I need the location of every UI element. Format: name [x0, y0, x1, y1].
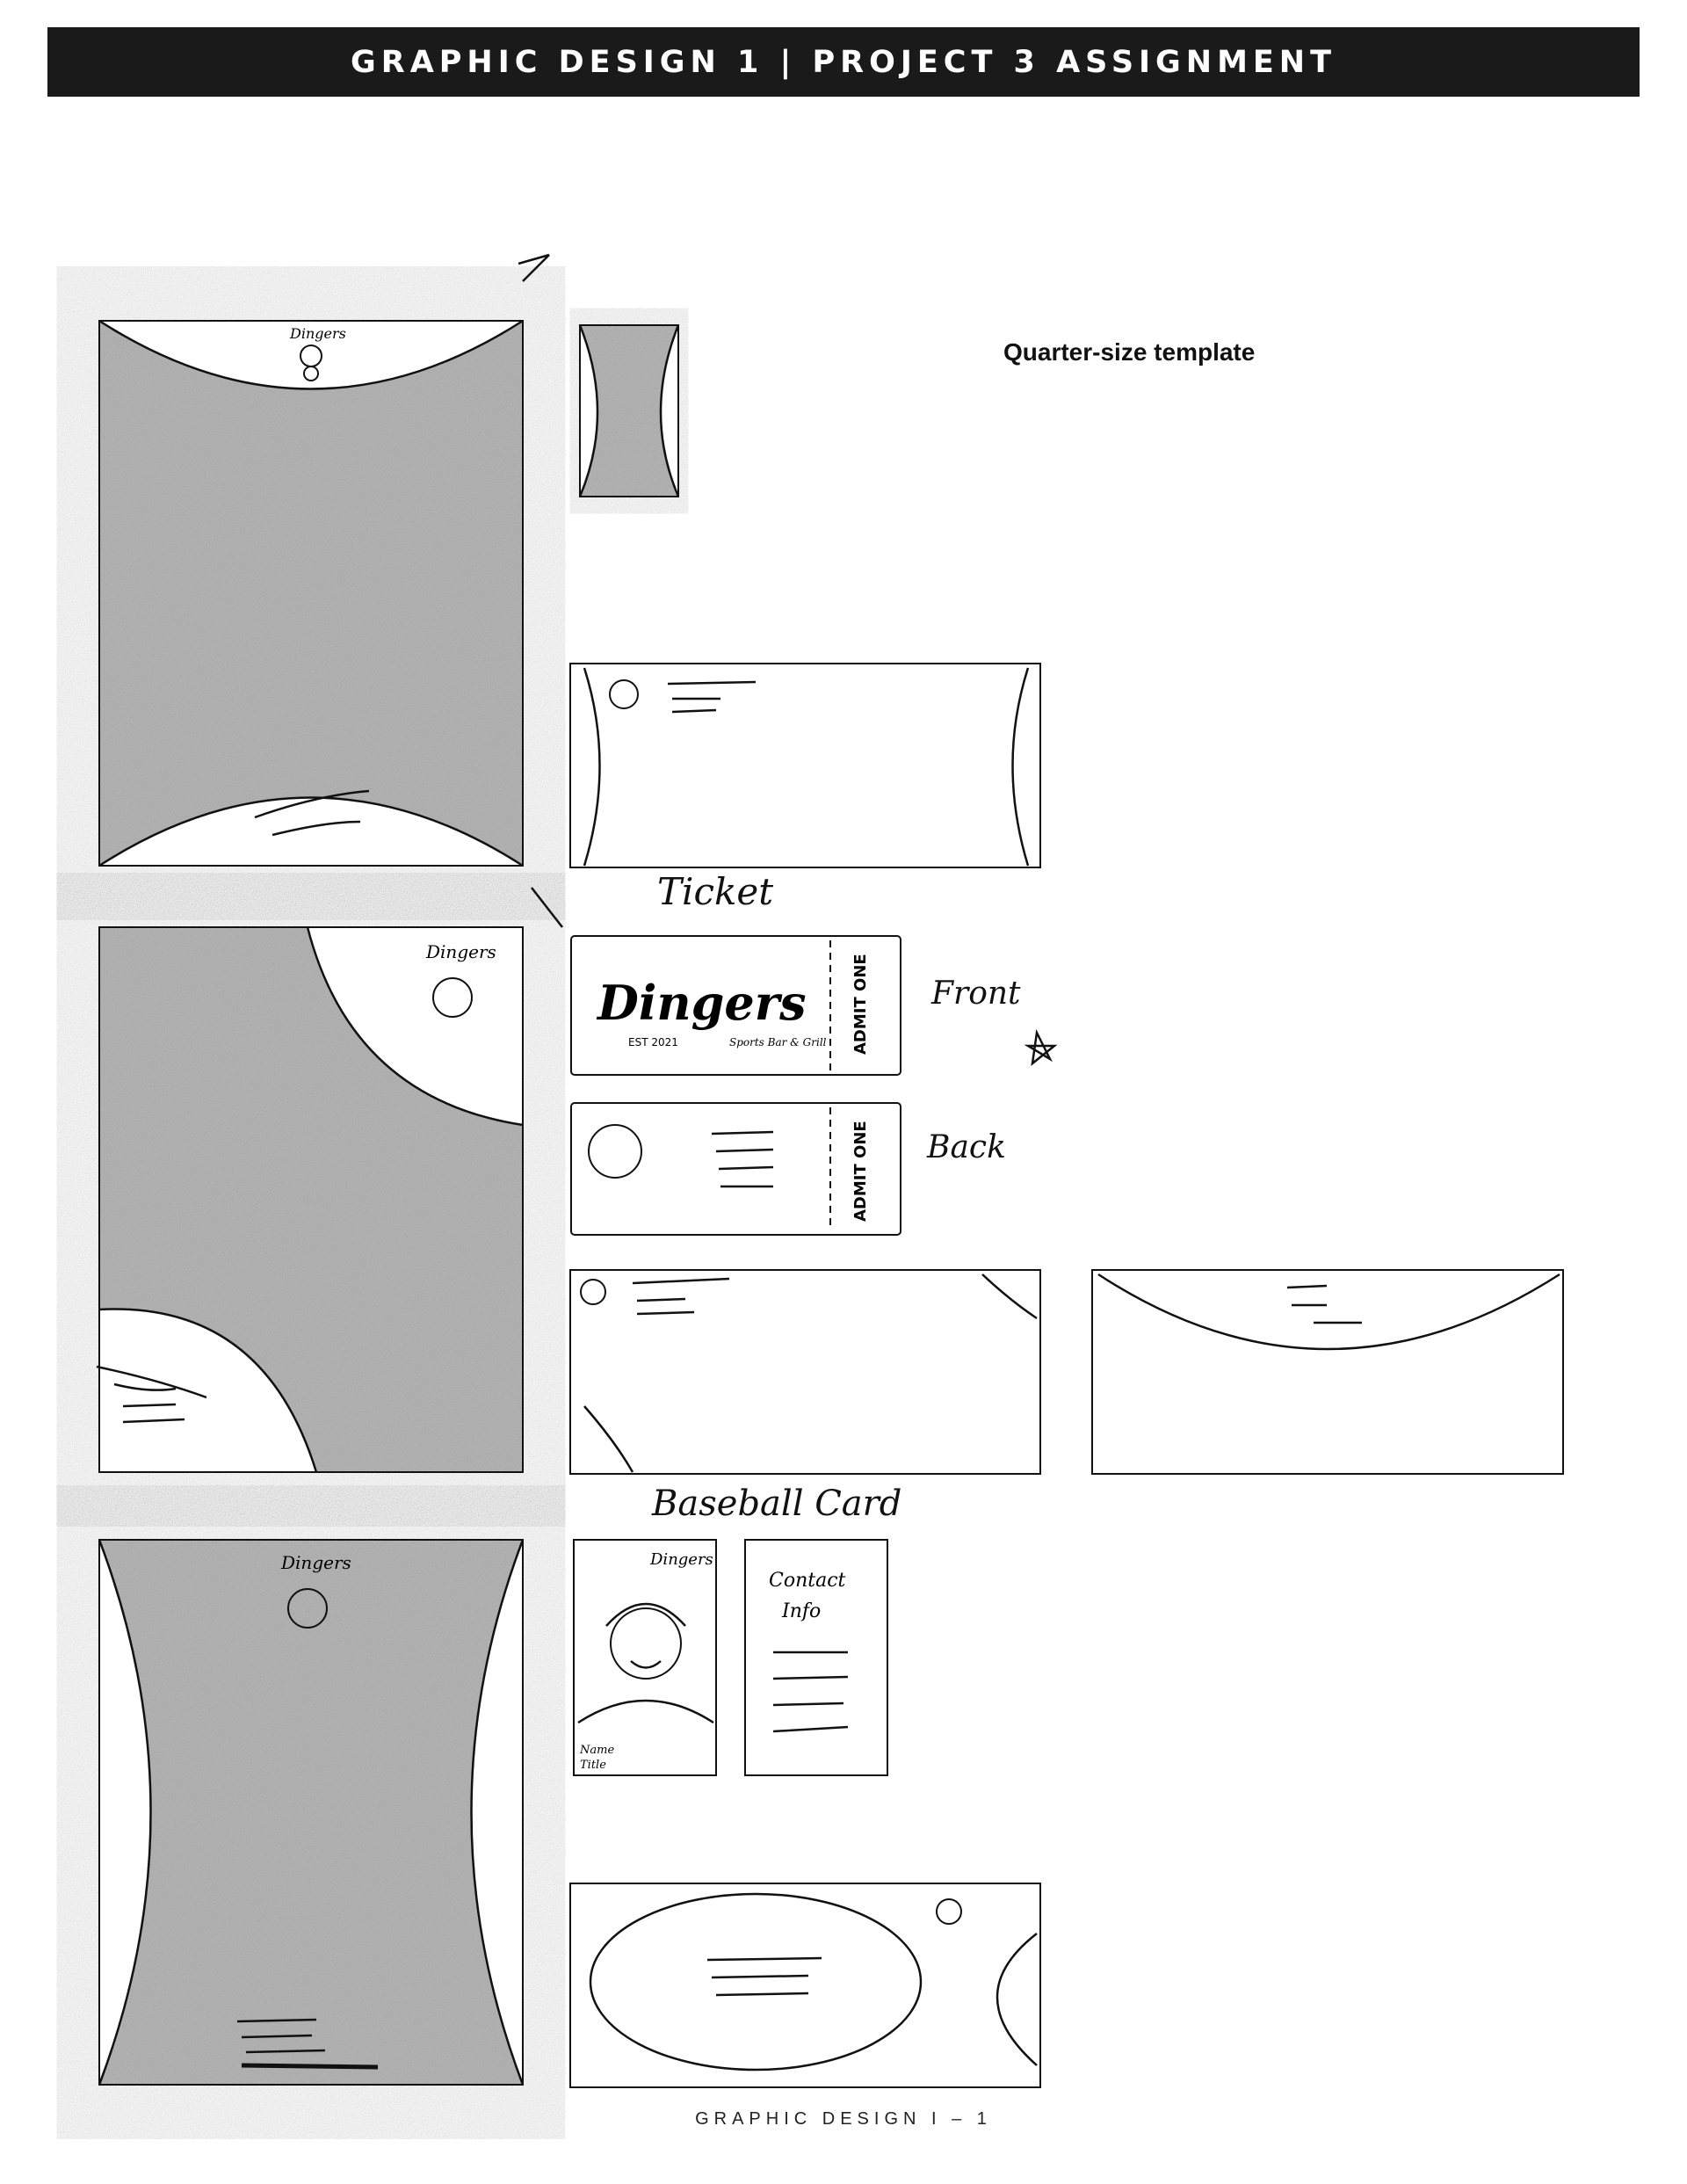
page-footer: GRAPHIC DESIGN I – 1 — [695, 2109, 992, 2129]
card-contact-text: Contact — [769, 1570, 846, 1592]
card-title-text: Title — [580, 1759, 606, 1772]
baseball-card-heading: Baseball Card — [652, 1484, 902, 1524]
small-card-sketch — [580, 325, 678, 497]
dingers-logo-text: Dingers — [426, 941, 496, 962]
envelope-sketch-3 — [1092, 1270, 1563, 1474]
ticket-back-sketch — [571, 1103, 901, 1235]
ticket-est: EST 2021 — [628, 1036, 678, 1048]
card-name-text: Name — [580, 1744, 615, 1757]
card-info-text: Info — [782, 1600, 822, 1622]
back-label: Back — [927, 1129, 1006, 1165]
envelope-sketch-1 — [570, 664, 1040, 867]
envelope-sketch-2 — [570, 1270, 1040, 1474]
check-mark-icon — [518, 255, 549, 281]
front-label: Front — [931, 976, 1021, 1012]
ticket-brand: Dingers — [597, 975, 807, 1031]
dingers-logo-text: Dingers — [281, 1552, 351, 1573]
letterhead-sketch-3 — [99, 1540, 523, 2085]
card-logo-text: Dingers — [650, 1550, 713, 1569]
template-label: Quarter-size template — [1003, 338, 1256, 366]
admit-one-label: ADMIT ONE — [851, 954, 870, 1055]
star-icon — [1028, 1033, 1054, 1063]
page-title: GRAPHIC DESIGN 1 | PROJECT 3 ASSIGNMENT — [351, 44, 1336, 80]
letterhead-sketch-2 — [97, 927, 523, 1472]
ticket-tagline: Sports Bar & Grill — [729, 1036, 827, 1048]
ticket-heading: Ticket — [657, 870, 774, 913]
baseball-card-back-sketch — [745, 1540, 887, 1775]
baseball-card-front-sketch — [574, 1540, 716, 1775]
letterhead-sketch-1 — [99, 321, 523, 866]
ticket-front-sketch — [571, 936, 901, 1075]
envelope-sketch-4 — [570, 1883, 1040, 2087]
admit-one-label: ADMIT ONE — [851, 1121, 870, 1222]
double-arrow-icon — [532, 888, 562, 927]
dingers-logo-text: Dingers — [290, 325, 346, 342]
